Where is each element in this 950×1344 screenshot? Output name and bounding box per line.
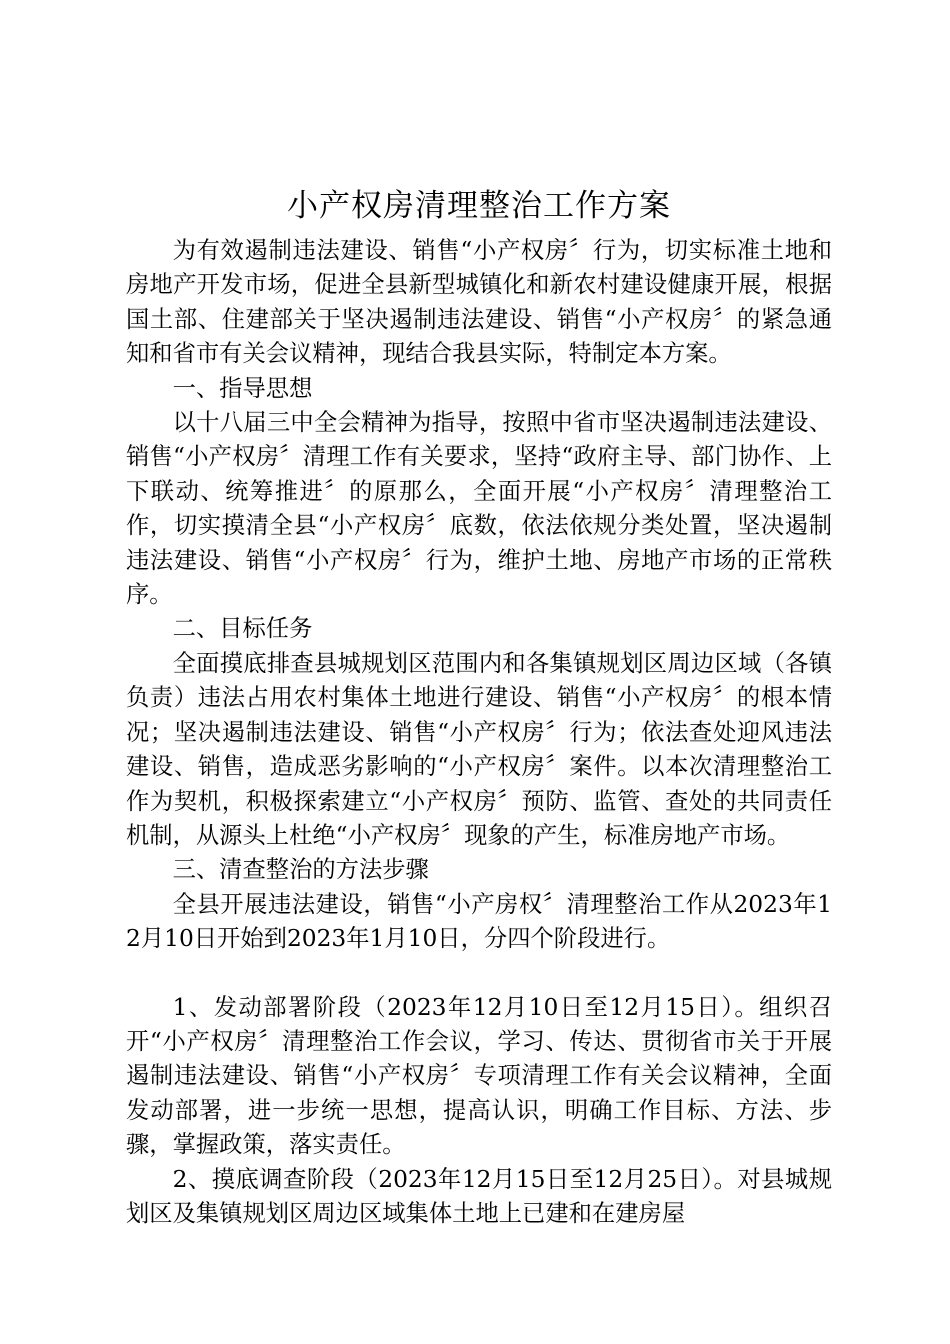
step-paragraph-mobilization: 1、发动部署阶段（2023年12月10日至12月15日）。组织召开“小产权房〞清理整治工作会议，学习、传达、贯彻省市关于开展遏制违法建设、销售“小产权房〞专项清理工作有关会议精神，全面发动部署，进一步统一思想，提高认识，明确工作目标、方法、步骤，掌握政策，落实责任。 [126,993,832,1159]
section-heading-guiding-ideology: 一、指导思想 [172,374,313,402]
paragraph-spacer [126,957,832,991]
step-paragraph-survey: 2、摸底调查阶段（2023年12月15日至12月25日）。对县城规划区及集镇规划区周边区域集体土地上已建和在建房屋 [126,1165,832,1227]
section-body-goals: 全面摸底排查县城规划区范围内和各集镇规划区周边区域（各镇负责）违法占用农村集体土地进行建设、销售“小产权房〞的根本情况；坚决遏制违法建设、销售“小产权房〞行为；依法查处迎风违法建设、销售，造成恶劣影响的“小产权房〞案件。以本次清理整治工作为契机，积极探索建立“小产权房〞预防、监管、查处的共同责任机制，从源头上杜绝“小产权房〞现象的产生，标准房地产市场。 [126,649,832,849]
intro-paragraph: 为有效遏制违法建设、销售“小产权房〞行为，切实标准土地和房地产开发市场，促进全县新型城镇化和新农村建设健康开展，根据国土部、住建部关于坚决遏制违法建设、销售“小产权房〞的紧急通知和省市有关会议精神，现结合我县实际，特制定本方案。 [126,237,832,368]
document-body [126,178,832,1231]
section-body-methods: 全县开展违法建设，销售“小产房权〞清理整治工作从2023年12月10日开始到2023年1月10日，分四个阶段进行。 [126,890,832,953]
section-heading-goals: 二、目标任务 [172,615,313,643]
section-body-guiding-ideology: 以十八届三中全会精神为指导，按照中省市坚决遏制违法建设、销售“小产权房〞清理工作有关要求，坚持“政府主导、部门协作、上下联动、统筹推进〞的原那么，全面开展“小产权房〞清理整治工作，切实摸清全县“小产权房〞底数，依法依规分类处置，坚决遏制违法建设、销售“小产权房〞行为，维护土地、房地产市场的正常秩序。 [126,409,832,609]
section-heading-methods: 三、清查整治的方法步骤 [172,856,429,884]
document-title: 小产权房清理整治工作方案 [287,188,671,224]
